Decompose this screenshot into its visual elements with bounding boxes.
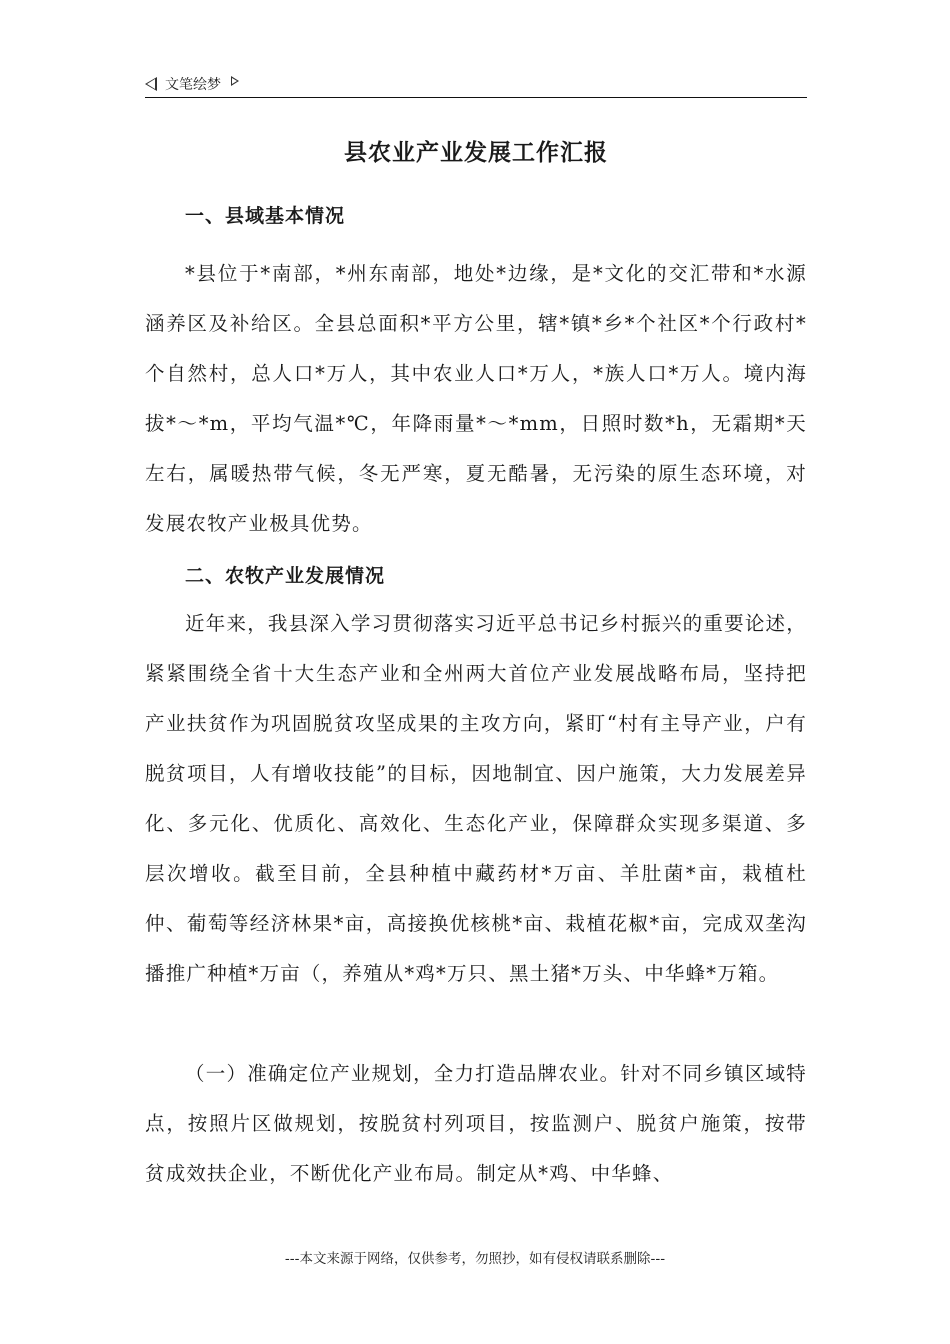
- subsection-1-body: [145, 1049, 807, 1199]
- page-header: [145, 72, 807, 96]
- section-2-body: [145, 599, 807, 999]
- section-heading-1: 一、县域基本情况: [185, 205, 346, 227]
- header-brand: 文笔绘梦: [165, 77, 221, 93]
- section-1-body: [145, 249, 807, 549]
- header-rule: [145, 97, 807, 98]
- triangle-left-icon: [145, 77, 157, 91]
- paragraph: *县位于*南部，*州东南部，地处*边缘，是*文化的交汇带和*水源涵养区及补给区。全县总面积*平方公里，辖*镇*乡*个社区*个行政村*个自然村，总人口*万人，其中农业人口*万人，*族人口*万人。境内海拔*～*m，平均气温*℃，年降雨量*～*mm，日照时数*h，无霜期*天左右，属暖热带气候，冬无严寒，夏无酷暑，无污染的原生态环境，对发展农牧产业极具优势。: [145, 262, 807, 535]
- footer-disclaimer: ---本文来源于网络，仅供参考，勿照抄，如有侵权请联系删除---: [284, 1251, 666, 1267]
- document-title: 县农业产业发展工作汇报: [344, 139, 608, 166]
- paragraph: 近年来，我县深入学习贯彻落实习近平总书记乡村振兴的重要论述，紧紧围绕全省十大生态产业和全州两大首位产业发展战略布局，坚持把产业扶贫作为巩固脱贫攻坚成果的主攻方向，紧盯“村有主导产业，户有脱贫项目，人有增收技能”的目标，因地制宜、因户施策，大力发展差异化、多元化、优质化、高效化、生态化产业，保障群众实现多渠道、多层次增收。截至目前，全县种植中藏药材*万亩、羊肚菌*亩，栽植杜仲、葡萄等经济林果*亩，高接换优核桃*亩、栽植花椒*亩，完成双垄沟播推广种植*万亩（，养殖从*鸡*万只、黑土猪*万头、中华蜂*万箱。: [145, 612, 807, 985]
- triangle-right-icon: [231, 76, 239, 86]
- paragraph: （一）准确定位产业规划，全力打造品牌农业。针对不同乡镇区域特点，按照片区做规划，按脱贫村列项目，按监测户、脱贫户施策，按带贫成效扶企业，不断优化产业布局。制定从*鸡、中华蜂、: [145, 1062, 807, 1185]
- section-heading-2: 二、农牧产业发展情况: [185, 565, 386, 587]
